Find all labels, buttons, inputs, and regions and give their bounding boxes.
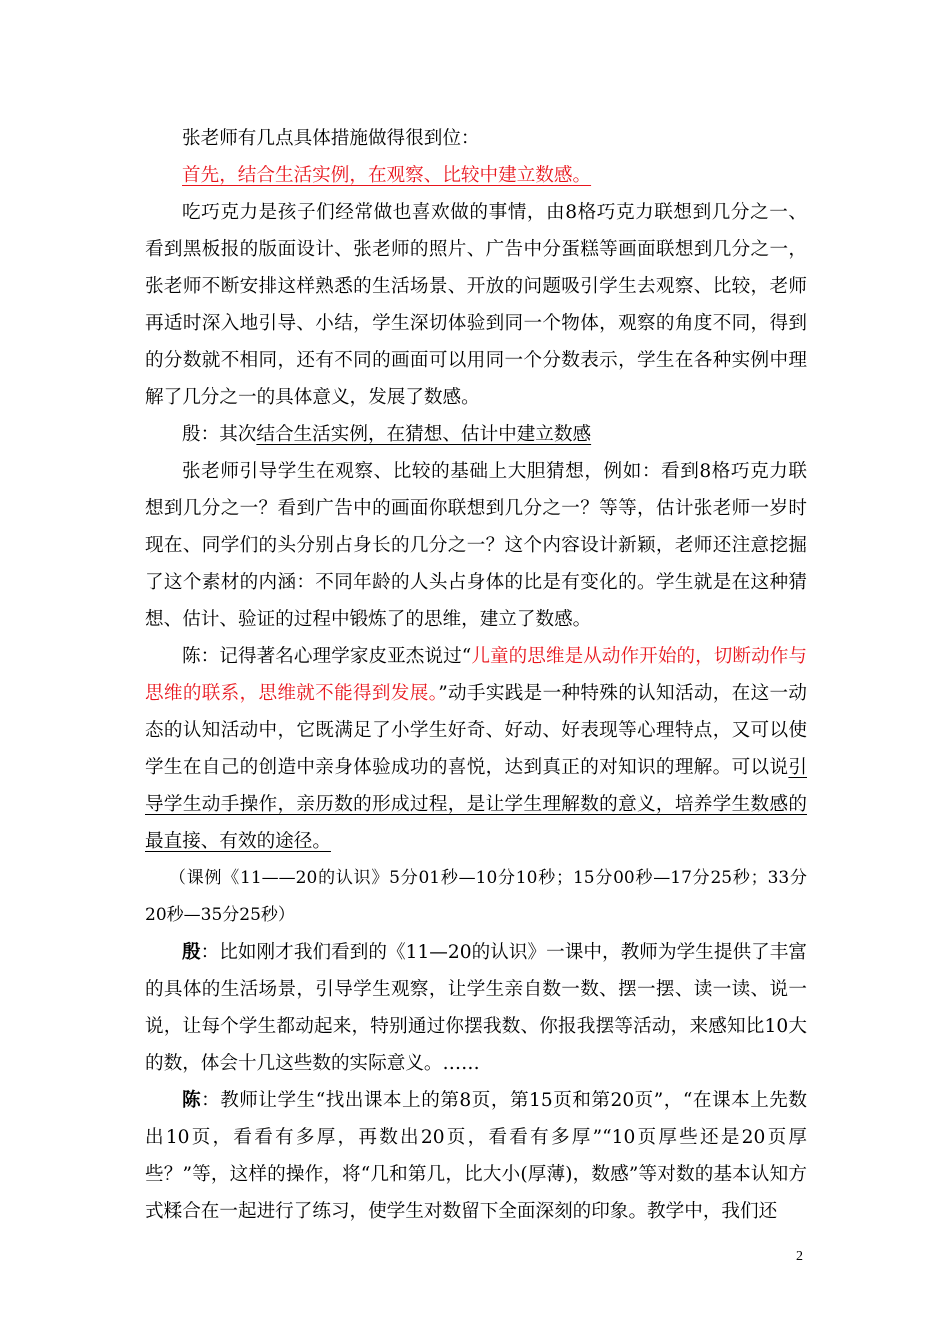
yin-comment-text: ：比如刚才我们看到的《11—20的认识》一课中，教师为学生提供了丰富的具体的生活场景，引导学生观察，让学生亲自数一数、摆一摆、读一读、说一说，让每个学生都动起来，特别通过你摆我数、你报我摆等活动，来感知比10大的数，体会十几这些数的实际意义。…… (145, 942, 807, 1074)
piaget-quote: 儿童的思维是从动作开始的，切断动作与思维的联系，思维就不能得到发展。 (145, 646, 807, 704)
piaget-prefix: 陈：记得著名心理学家皮亚杰说过“ (182, 646, 472, 667)
paragraph-lesson-timestamps: （课例《11——20的认识》5分01秒—10分10秒；15分00秒—17分25秒；33分20秒—35分25秒） (145, 868, 807, 925)
page-number: 2 (796, 1249, 803, 1264)
speaker-chen: 陈 (182, 1090, 202, 1111)
paragraph-chen-comment (145, 1082, 807, 1230)
speaker-yin: 殷 (182, 942, 201, 963)
first-point-heading: 首先，结合生活实例，在观察、比较中建立数感。 (182, 165, 592, 186)
document-body (145, 120, 807, 1230)
paragraph-guessing-example: 张老师引导学生在观察、比较的基础上大胆猜想，例如：看到8格巧克力联想到几分之一？看到广告中的画面你联想到几分之一？等等，估计张老师一岁时现在、同学们的头分别占身长的几分之一？这个内容设计新颖，老师还注意挖掘了这个素材的内涵：不同年龄的人头占身体的比是有变化的。学生就是在这种猜想、估计、验证的过程中锻炼了的思维，建立了数感。 (145, 461, 807, 630)
second-point-heading: 结合生活实例，在猜想、估计中建立数感 (256, 424, 592, 445)
piaget-conclusion: 引导学生动手操作，亲历数的形成过程，是让学生理解数的意义，培养学生数感的最直接、有效的途径。 (145, 757, 807, 852)
second-point-prefix: 殷：其次 (182, 424, 257, 445)
piaget-middle: ”动手实践是一种特殊的认知活动，在这一动态的认知活动中，它既满足了小学生好奇、好动、好表现等心理特点，又可以使学生在自己的创造中亲身体验成功的喜悦，达到真正的对知识的理解。可以说 (145, 683, 807, 778)
paragraph-intro: 张老师有几点具体措施做得很到位： (182, 128, 480, 149)
paragraph-piaget-quote (145, 638, 807, 860)
paragraph-first-point (145, 157, 807, 194)
paragraph-second-point (145, 416, 807, 453)
paragraph-chocolate-example: 吃巧克力是孩子们经常做也喜欢做的事情，由8格巧克力联想到几分之一、看到黑板报的版面设计、张老师的照片、广告中分蛋糕等画面联想到几分之一，张老师不断安排这样熟悉的生活场景、开放的问题吸引学生去观察、比较，老师再适时深入地引导、小结，学生深切体验到同一个物体，观察的角度不同，得到的分数就不相同，还有不同的画面可以用同一个分数表示，学生在各种实例中理解了几分之一的具体意义，发展了数感。 (145, 202, 807, 408)
chen-comment-text: ：教师让学生“找出课本上的第8页，第15页和第20页”，“在课本上先数出10页，看看有多厚，再数出20页，看看有多厚”“10页厚些还是20页厚些？”等，这样的操作，将“几和第几，比大小(厚薄)，数感”等对数的基本认知方式糅合在一起进行了练习，使学生对数留下全面深刻的印象。教学中，我们还 (145, 1090, 807, 1222)
paragraph-yin-comment (145, 934, 807, 1082)
